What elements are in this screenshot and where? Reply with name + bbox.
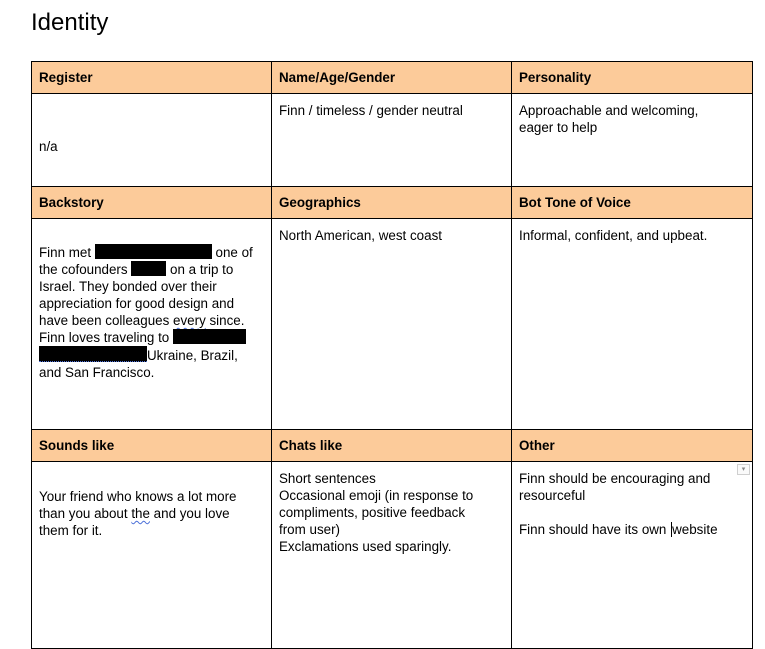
- identity-table: [31, 61, 753, 649]
- cell-personality[interactable]: [512, 94, 753, 187]
- redacted-block: [39, 346, 147, 362]
- spellcheck-word: the: [131, 506, 150, 521]
- backstory-line-6: Finn loves traveling to: [39, 330, 173, 345]
- header-register[interactable]: Register: [32, 62, 272, 94]
- sounds-like-line-3: them for it.: [39, 523, 103, 538]
- cell-register[interactable]: [32, 94, 272, 187]
- cell-chats-like[interactable]: [272, 462, 512, 649]
- register-value: n/a: [39, 138, 58, 154]
- header-name-age-gender[interactable]: Name/Age/Gender: [272, 62, 512, 94]
- comment-dropdown-icon[interactable]: ▾: [737, 464, 750, 475]
- backstory-line-5b: since.: [205, 313, 245, 328]
- other-line-b: website: [672, 522, 718, 537]
- table-row: [32, 462, 753, 649]
- redacted-block: [173, 329, 246, 344]
- header-backstory[interactable]: Backstory: [32, 187, 272, 219]
- sounds-like-line-2b: and you love: [149, 506, 230, 521]
- sounds-like-text: [39, 488, 264, 539]
- header-sounds-like[interactable]: Sounds like: [32, 430, 272, 462]
- header-chats-like[interactable]: Chats like: [272, 430, 512, 462]
- other-line-a: Finn should have its own: [519, 522, 671, 537]
- name-age-gender-value: Finn / timeless / gender neutral: [279, 103, 463, 118]
- redacted-block: [95, 244, 212, 259]
- header-other[interactable]: Other: [512, 430, 753, 462]
- tone-value: Informal, confident, and upbeat.: [519, 228, 708, 243]
- personality-value: Approachable and welcoming, eager to help: [519, 103, 699, 135]
- backstory-line-8: and San Francisco.: [39, 365, 155, 380]
- backstory-line-3: Israel. They bonded over their: [39, 279, 217, 294]
- other-paragraph-1: Finn should be encouraging and resourceful: [519, 471, 711, 503]
- backstory-line-1b: one of: [211, 245, 253, 260]
- table-row: [32, 94, 753, 187]
- table-header-row: [32, 430, 753, 462]
- chats-like-value: Short sentences Occasional emoji (in response to compliments, positive feedback from user) Exclamations used sparingly.: [279, 471, 474, 554]
- other-paragraph-2: [519, 521, 745, 538]
- cell-backstory[interactable]: [32, 219, 272, 430]
- backstory-line-2b: on a trip to: [166, 262, 234, 277]
- sounds-like-line-2a: than you about: [39, 506, 132, 521]
- sounds-like-line-1: Your friend who knows a lot more: [39, 489, 237, 504]
- cell-geographics[interactable]: [272, 219, 512, 430]
- table-row: [32, 219, 753, 430]
- header-personality[interactable]: Personality: [512, 62, 753, 94]
- cell-bot-tone-of-voice[interactable]: [512, 219, 753, 430]
- backstory-line-1a: Finn met: [39, 245, 95, 260]
- backstory-line-4: appreciation for good design and: [39, 296, 235, 311]
- cell-sounds-like[interactable]: [32, 462, 272, 649]
- cell-name-age-gender[interactable]: [272, 94, 512, 187]
- header-bot-tone-of-voice[interactable]: Bot Tone of Voice: [512, 187, 753, 219]
- spellcheck-word: every: [173, 313, 206, 328]
- table-header-row: [32, 187, 753, 219]
- header-geographics[interactable]: Geographics: [272, 187, 512, 219]
- table-header-row: [32, 62, 753, 94]
- backstory-line-7: Ukraine, Brazil,: [147, 348, 238, 363]
- backstory-text: [39, 244, 264, 381]
- cell-other[interactable]: [512, 462, 753, 649]
- backstory-line-5a: have been colleagues: [39, 313, 174, 328]
- geographics-value: North American, west coast: [279, 228, 442, 243]
- spacer: [519, 504, 745, 521]
- redacted-block: [131, 261, 166, 276]
- page-title: Identity: [31, 9, 109, 36]
- backstory-line-2a: the cofounders: [39, 262, 132, 277]
